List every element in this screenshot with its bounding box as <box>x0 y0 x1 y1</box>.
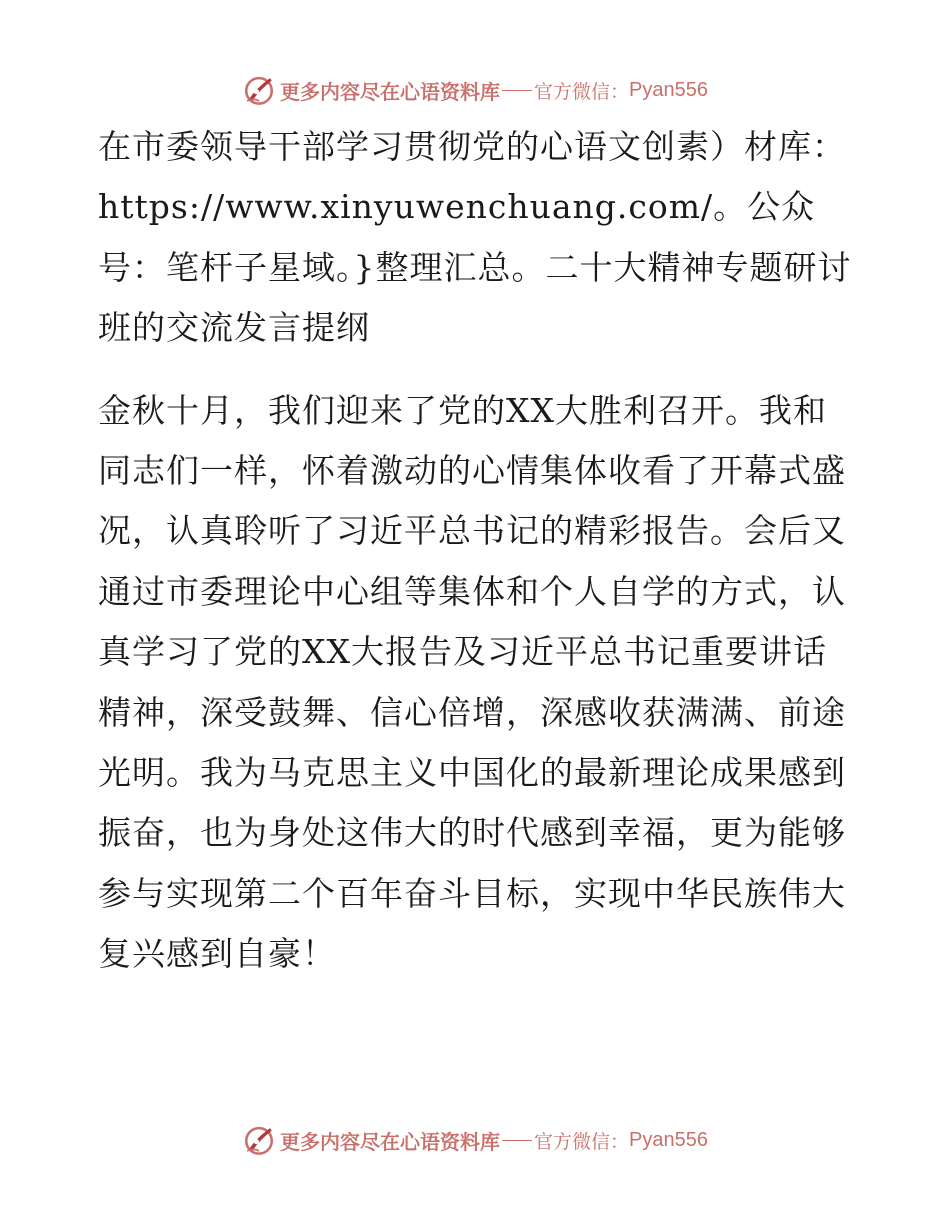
watermark-dash <box>502 1140 532 1141</box>
paragraph-title: 在市委领导干部学习贯彻党的心语文创素）材库：https://www.xinyuwenchuang.com/。公众号：笔杆子星域。}整理汇总。二十大精神专题研讨班的交流发言提纲 <box>98 127 852 348</box>
watermark-group <box>242 1123 708 1157</box>
paragraph-body: 金秋十月，我们迎来了党的XX大胜利召开。我和同志们一样，怀着激动的心情集体收看了开幕式盛况，认真聆听了习近平总书记的精彩报告。会后又通过市委理论中心组等集体和个人自学的方式，认真学习了党的XX大报告及习近平总书记重要讲话精神，深受鼓舞、信心倍增，深感收获满满、前途光明。我为马克思主义中国化的最新理论成果感到振奋，也为身处这伟大的时代感到幸福，更为能够参与实现第二个百年奋斗目标，实现中华民族伟大复兴感到自豪！ <box>98 390 846 974</box>
watermark-handle: Pyan556 <box>629 1128 708 1151</box>
footer-watermark <box>0 1118 950 1162</box>
pen-nib-seal-icon <box>242 73 276 107</box>
watermark-dash <box>502 90 532 91</box>
document-body <box>98 117 858 985</box>
watermark-handle: Pyan556 <box>629 78 708 101</box>
pen-nib-seal-icon <box>242 1123 276 1157</box>
watermark-brand: 更多内容尽在心语资料库 <box>280 79 500 104</box>
watermark-group <box>242 73 708 107</box>
watermark-brand: 更多内容尽在心语资料库 <box>280 1129 500 1154</box>
watermark-label: 官方微信： <box>534 1130 630 1153</box>
header-watermark <box>0 68 950 112</box>
watermark-label: 官方微信： <box>534 80 630 103</box>
